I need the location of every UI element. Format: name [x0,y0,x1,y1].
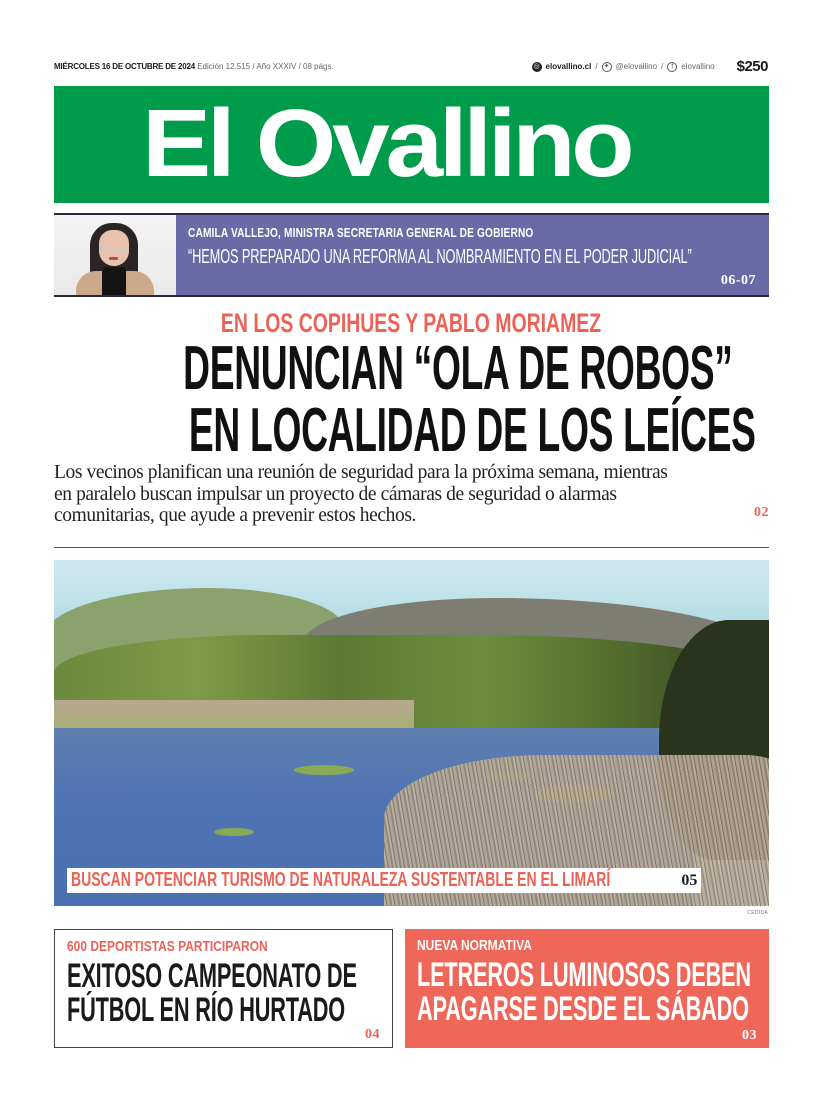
regulation-headline-line1: LETREROS LUMINOSOS DEBEN [417,956,751,994]
photo-caption[interactable] [67,868,701,893]
sports-headline-line1: EXITOSO CAMPEONATO DE [67,957,357,995]
newspaper-logo[interactable]: El Ovallino [142,90,631,197]
sports-story-box[interactable] [54,929,393,1048]
main-headline-line1[interactable]: DENUNCIAN “OLA DE ROBOS” [183,334,733,403]
globe-icon: ◎ [533,62,540,70]
photo-caption-text: BUSCAN POTENCIAR TURISMO DE NATURALEZA SUSTENTABLE EN EL LIMARÍ [71,869,611,891]
quote-page-ref: 06-07 [720,273,756,288]
deck-line: comunitarias, que ayude a prevenir estos hechos. [54,505,417,526]
facebook-link[interactable]: elovallino [681,62,715,71]
river-landscape-photo[interactable] [54,560,769,906]
regulation-page-ref: 03 [742,1028,757,1043]
separator: / [661,62,664,71]
photo-page-ref: 05 [681,871,698,889]
edition-info [54,62,334,71]
regulation-kicker: NUEVA NORMATIVA [417,937,532,954]
quote-text: “HEMOS PREPARADO UNA REFORMA AL NOMBRAMIENTO EN EL PODER JUDICIAL” [188,246,692,268]
sports-page-ref: 04 [365,1027,380,1042]
minister-portrait [54,215,176,295]
section-divider [54,547,769,548]
edition-meta-bar [54,58,768,75]
quote-speaker: CAMILA VALLEJO, MINISTRA SECRETARIA GENERAL DE GOBIERNO [188,225,534,240]
sports-headline-line2: FÚTBOL EN RÍO HURTADO [67,991,346,1029]
main-deck [54,462,769,527]
main-page-ref: 02 [754,505,769,520]
cover-price: $250 [736,58,768,75]
deck-line: en paralelo buscan impulsar un proyecto de cámaras de seguridad o alarmas [54,483,617,505]
regulation-headline-line2: APAGARSE DESDE EL SÁBADO [417,990,749,1028]
sports-kicker: 600 DEPORTISTAS PARTICIPARON [67,938,268,955]
edition-details: Edición 12.515 / Año XXXIV / 08 págs. [197,62,334,71]
quote-banner[interactable] [54,213,769,297]
water-plant [214,828,254,836]
portrait-glasses [100,243,128,251]
deck-line: Los vecinos planifican una reunión de seguridad para la próxima semana, mientras [54,462,668,483]
photo-credit: CEDIDA [747,910,768,916]
website-link[interactable]: elovallino.cl [545,62,592,71]
regulation-story-box[interactable] [405,929,769,1048]
issue-date: MIÉRCOLES 16 DE OCTUBRE DE 2024 [54,62,195,71]
masthead [54,86,769,203]
separator: / [595,62,598,71]
portrait-lips [109,257,118,260]
portrait-shirt [102,267,126,295]
main-kicker: EN LOS COPIHUES Y PABLO MORIAMEZ [220,308,602,338]
twitter-icon: ✦ [602,62,612,72]
facebook-icon: f [667,62,677,72]
main-headline-line2[interactable]: EN LOCALIDAD DE LOS LEÍCES [188,396,756,465]
social-links [532,58,768,75]
twitter-link[interactable]: @elovallino [615,62,658,71]
water-plant [294,765,354,775]
